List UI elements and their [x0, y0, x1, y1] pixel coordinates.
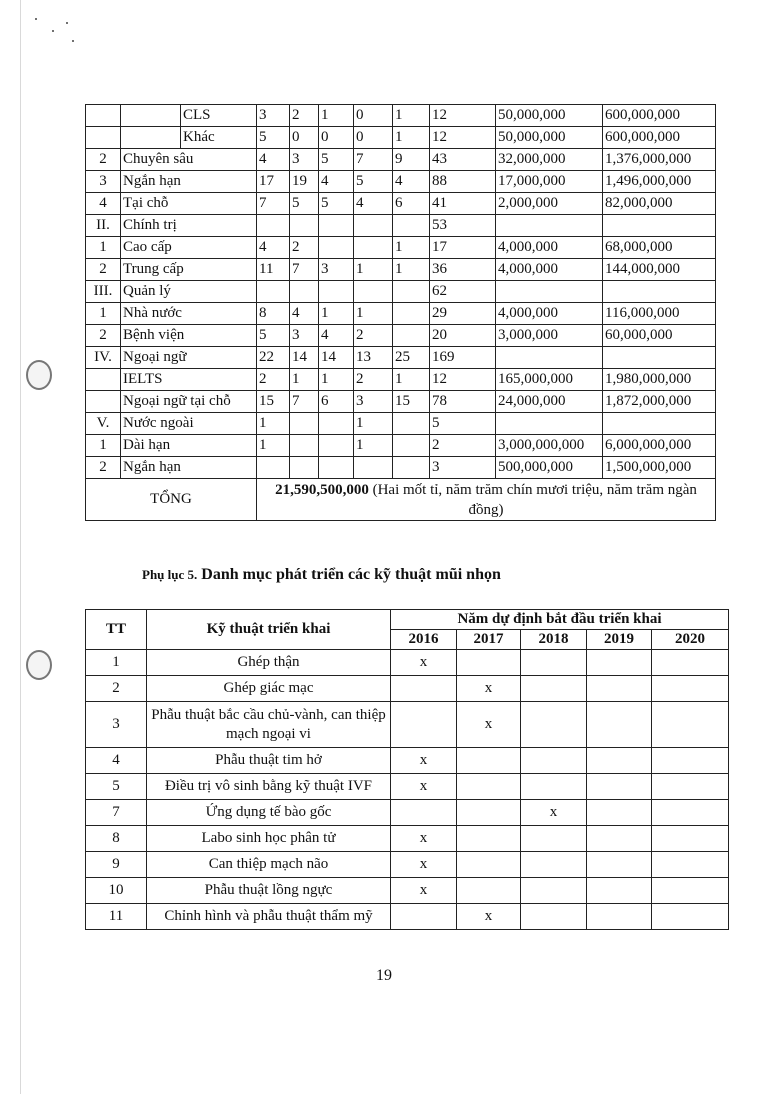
- year-mark: [587, 676, 652, 702]
- year-mark: [457, 748, 521, 774]
- budget-cell-count: 2: [290, 105, 319, 127]
- budget-cell-unit-cost: [496, 281, 603, 303]
- budget-cell-count: [319, 413, 354, 435]
- appendix-prefix: Phụ lục 5.: [142, 567, 198, 582]
- budget-cell-unit-cost: 3,000,000: [496, 325, 603, 347]
- year-mark: x: [391, 748, 457, 774]
- budget-cell-label: IELTS: [121, 369, 257, 391]
- budget-cell-unit-cost: 50,000,000: [496, 127, 603, 149]
- technique-row: [86, 748, 729, 774]
- technique-tt: 4: [86, 748, 147, 774]
- budget-cell-count: 4: [319, 325, 354, 347]
- year-mark: [457, 878, 521, 904]
- budget-cell-total: 1,376,000,000: [603, 149, 716, 171]
- technique-tt: 3: [86, 702, 147, 748]
- budget-cell-count: 0: [354, 105, 393, 127]
- budget-cell-count: 3: [290, 325, 319, 347]
- budget-cell-count: 7: [290, 259, 319, 281]
- budget-row: [86, 237, 716, 259]
- technique-name: Phẫu thuật tim hở: [147, 748, 391, 774]
- budget-cell-label: Chuyên sâu: [121, 149, 257, 171]
- budget-cell-unit-cost: 2,000,000: [496, 193, 603, 215]
- budget-cell-count: 1: [257, 413, 290, 435]
- budget-cell-count: 41: [430, 193, 496, 215]
- budget-cell-count: 1: [354, 413, 393, 435]
- col-header-year: 2017: [457, 630, 521, 650]
- budget-cell-count: 5: [354, 171, 393, 193]
- total-amount: 21,590,500,000: [275, 481, 369, 498]
- technique-row: [86, 878, 729, 904]
- budget-cell-count: 0: [354, 127, 393, 149]
- scan-speck: [66, 22, 68, 24]
- budget-cell-total: [603, 347, 716, 369]
- budget-cell-count: 53: [430, 215, 496, 237]
- budget-cell-total: 600,000,000: [603, 105, 716, 127]
- budget-cell-total: 1,496,000,000: [603, 171, 716, 193]
- technique-tt: 8: [86, 826, 147, 852]
- budget-cell-unit-cost: 4,000,000: [496, 303, 603, 325]
- technique-row: [86, 826, 729, 852]
- punch-hole-lower: [26, 650, 52, 680]
- budget-cell-total: [603, 281, 716, 303]
- budget-cell-label: Nhà nước: [121, 303, 257, 325]
- budget-cell-label: CLS: [181, 105, 257, 127]
- budget-row: [86, 303, 716, 325]
- budget-cell-total: [603, 215, 716, 237]
- budget-cell-total: 1,500,000,000: [603, 457, 716, 479]
- budget-row: [86, 391, 716, 413]
- budget-cell-total: 116,000,000: [603, 303, 716, 325]
- budget-cell-count: 7: [257, 193, 290, 215]
- budget-row: [86, 435, 716, 457]
- budget-cell-count: 4: [393, 171, 430, 193]
- budget-row: [86, 347, 716, 369]
- year-mark: [587, 800, 652, 826]
- budget-cell-count: 17: [257, 171, 290, 193]
- year-mark: [521, 702, 587, 748]
- budget-cell-count: [257, 215, 290, 237]
- page-edge-line: [20, 0, 21, 1094]
- budget-cell-unit-cost: 4,000,000: [496, 259, 603, 281]
- budget-cell-unit-cost: 50,000,000: [496, 105, 603, 127]
- budget-cell-count: 15: [393, 391, 430, 413]
- year-mark: [652, 800, 729, 826]
- budget-cell-count: 1: [354, 259, 393, 281]
- year-mark: [652, 904, 729, 930]
- budget-cell-count: 3: [430, 457, 496, 479]
- year-mark: x: [391, 826, 457, 852]
- technique-name: Can thiệp mạch não: [147, 852, 391, 878]
- col-header-year: 2016: [391, 630, 457, 650]
- technique-tt: 2: [86, 676, 147, 702]
- total-value: [257, 479, 716, 521]
- budget-cell-count: 13: [354, 347, 393, 369]
- col-header-year: 2019: [587, 630, 652, 650]
- budget-cell-count: 1: [257, 435, 290, 457]
- year-mark: [457, 650, 521, 676]
- budget-cell-no: 1: [86, 237, 121, 259]
- scan-speck: [35, 18, 37, 20]
- budget-cell-count: 1: [393, 369, 430, 391]
- budget-cell-no: 1: [86, 435, 121, 457]
- budget-cell-count: 5: [430, 413, 496, 435]
- budget-cell-count: [393, 457, 430, 479]
- year-mark: [652, 826, 729, 852]
- budget-cell-count: 12: [430, 369, 496, 391]
- year-mark: [457, 800, 521, 826]
- budget-cell-label: Khác: [181, 127, 257, 149]
- budget-row: [86, 325, 716, 347]
- budget-cell-unit-cost: [496, 413, 603, 435]
- technique-row: [86, 800, 729, 826]
- year-mark: [391, 904, 457, 930]
- budget-cell-no: 2: [86, 457, 121, 479]
- budget-row: [86, 457, 716, 479]
- technique-row: [86, 904, 729, 930]
- budget-cell-label: Ngoại ngữ: [121, 347, 257, 369]
- year-mark: [587, 748, 652, 774]
- budget-cell-count: 36: [430, 259, 496, 281]
- budget-cell-count: 4: [257, 149, 290, 171]
- budget-cell-no: [86, 391, 121, 413]
- year-mark: x: [391, 852, 457, 878]
- budget-cell-count: 8: [257, 303, 290, 325]
- budget-cell-total: 82,000,000: [603, 193, 716, 215]
- col-header-tt: TT: [86, 610, 147, 650]
- budget-cell-count: 11: [257, 259, 290, 281]
- budget-cell-unit-cost: 165,000,000: [496, 369, 603, 391]
- budget-cell-count: 2: [354, 325, 393, 347]
- budget-cell-count: 6: [319, 391, 354, 413]
- year-mark: [457, 774, 521, 800]
- budget-cell-unit-cost: 24,000,000: [496, 391, 603, 413]
- budget-cell-count: [354, 237, 393, 259]
- budget-cell-no: 3: [86, 171, 121, 193]
- budget-cell-count: 14: [319, 347, 354, 369]
- budget-cell-count: 3: [354, 391, 393, 413]
- budget-cell-count: 169: [430, 347, 496, 369]
- budget-cell-label: Bệnh viện: [121, 325, 257, 347]
- budget-cell-count: 1: [354, 303, 393, 325]
- budget-cell-label: Cao cấp: [121, 237, 257, 259]
- punch-hole-upper: [26, 360, 52, 390]
- year-mark: [652, 774, 729, 800]
- year-mark: [391, 800, 457, 826]
- year-mark: [521, 748, 587, 774]
- budget-cell-unit-cost: 32,000,000: [496, 149, 603, 171]
- technique-tt: 5: [86, 774, 147, 800]
- budget-cell-count: [393, 303, 430, 325]
- year-mark: [652, 852, 729, 878]
- budget-cell-count: 17: [430, 237, 496, 259]
- budget-cell-label: Dài hạn: [121, 435, 257, 457]
- year-mark: [652, 676, 729, 702]
- budget-cell-no: 2: [86, 259, 121, 281]
- budget-cell-empty: [121, 127, 181, 149]
- year-mark: [652, 702, 729, 748]
- technique-row: [86, 702, 729, 748]
- technique-name: Chỉnh hình và phẫu thuật thẩm mỹ: [147, 904, 391, 930]
- budget-cell-count: 88: [430, 171, 496, 193]
- budget-cell-count: 1: [319, 105, 354, 127]
- budget-cell-count: 1: [354, 435, 393, 457]
- budget-cell-count: 3: [319, 259, 354, 281]
- budget-cell-unit-cost: 17,000,000: [496, 171, 603, 193]
- budget-cell-empty: [121, 105, 181, 127]
- budget-cell-count: [290, 457, 319, 479]
- budget-row: [86, 215, 716, 237]
- budget-cell-no: III.: [86, 281, 121, 303]
- budget-cell-unit-cost: 3,000,000,000: [496, 435, 603, 457]
- year-mark: x: [391, 774, 457, 800]
- technique-tt: 11: [86, 904, 147, 930]
- budget-cell-count: [393, 413, 430, 435]
- budget-cell-no: 2: [86, 149, 121, 171]
- technique-name: Ứng dụng tế bào gốc: [147, 800, 391, 826]
- budget-cell-total: [603, 413, 716, 435]
- technique-row: [86, 650, 729, 676]
- year-mark: x: [391, 878, 457, 904]
- budget-cell-count: 2: [257, 369, 290, 391]
- year-mark: [521, 826, 587, 852]
- year-mark: [587, 878, 652, 904]
- year-mark: x: [457, 676, 521, 702]
- budget-cell-total: 144,000,000: [603, 259, 716, 281]
- budget-cell-label: Ngắn hạn: [121, 457, 257, 479]
- budget-row: [86, 259, 716, 281]
- budget-cell-no: 1: [86, 303, 121, 325]
- budget-cell-count: 2: [354, 369, 393, 391]
- budget-cell-count: 6: [393, 193, 430, 215]
- budget-cell-no: IV.: [86, 347, 121, 369]
- budget-row: [86, 171, 716, 193]
- col-header-year: 2020: [652, 630, 729, 650]
- total-in-words: (Hai mốt tỉ, năm trăm chín mươi triệu, năm trăm ngàn đồng): [372, 481, 697, 518]
- col-header-technique: Kỹ thuật triển khai: [147, 610, 391, 650]
- budget-cell-count: 3: [290, 149, 319, 171]
- budget-cell-count: 4: [319, 171, 354, 193]
- budget-cell-count: [290, 281, 319, 303]
- budget-row: [86, 281, 716, 303]
- total-label: TỔNG: [86, 479, 257, 521]
- budget-cell-count: 22: [257, 347, 290, 369]
- budget-cell-count: 1: [393, 259, 430, 281]
- year-mark: [391, 676, 457, 702]
- year-mark: x: [457, 904, 521, 930]
- techniques-table: [85, 609, 729, 930]
- year-mark: [457, 826, 521, 852]
- budget-cell-count: 2: [290, 237, 319, 259]
- appendix-heading: [142, 566, 501, 584]
- budget-row: [86, 105, 716, 127]
- budget-cell-count: [393, 435, 430, 457]
- budget-cell-count: 4: [290, 303, 319, 325]
- technique-tt: 9: [86, 852, 147, 878]
- budget-cell-count: [319, 281, 354, 303]
- budget-cell-count: 15: [257, 391, 290, 413]
- budget-cell-count: 25: [393, 347, 430, 369]
- budget-cell-total: 1,980,000,000: [603, 369, 716, 391]
- budget-cell-count: 7: [354, 149, 393, 171]
- year-mark: x: [457, 702, 521, 748]
- budget-cell-no: V.: [86, 413, 121, 435]
- budget-cell-count: 19: [290, 171, 319, 193]
- year-mark: [521, 774, 587, 800]
- year-mark: [587, 904, 652, 930]
- technique-name: Phẫu thuật bắc cầu chủ-vành, can thiệp mạch ngoại vi: [147, 702, 391, 748]
- col-header-year: 2018: [521, 630, 587, 650]
- budget-total-row: [86, 479, 716, 521]
- budget-cell-no: 2: [86, 325, 121, 347]
- budget-cell-count: [393, 325, 430, 347]
- budget-cell-count: [393, 281, 430, 303]
- budget-cell-unit-cost: 4,000,000: [496, 237, 603, 259]
- budget-cell-count: [354, 457, 393, 479]
- budget-row: [86, 193, 716, 215]
- budget-row: [86, 149, 716, 171]
- budget-cell-total: 6,000,000,000: [603, 435, 716, 457]
- year-mark: [652, 748, 729, 774]
- year-mark: [521, 878, 587, 904]
- training-budget-table: [85, 104, 716, 521]
- budget-cell-count: 1: [290, 369, 319, 391]
- year-mark: [521, 852, 587, 878]
- budget-cell-label: Chính trị: [121, 215, 257, 237]
- year-mark: [587, 650, 652, 676]
- technique-name: Ghép giác mạc: [147, 676, 391, 702]
- year-mark: [587, 852, 652, 878]
- budget-cell-unit-cost: [496, 347, 603, 369]
- technique-row: [86, 676, 729, 702]
- year-mark: [521, 650, 587, 676]
- budget-cell-unit-cost: 500,000,000: [496, 457, 603, 479]
- budget-cell-count: 5: [257, 127, 290, 149]
- budget-cell-no: [86, 369, 121, 391]
- technique-tt: 7: [86, 800, 147, 826]
- budget-cell-count: 5: [319, 149, 354, 171]
- year-mark: [457, 852, 521, 878]
- year-mark: [652, 650, 729, 676]
- budget-row: [86, 127, 716, 149]
- budget-cell-empty: [86, 105, 121, 127]
- year-mark: x: [391, 650, 457, 676]
- budget-cell-label: Trung cấp: [121, 259, 257, 281]
- page-number: 19: [376, 967, 392, 984]
- budget-cell-count: 1: [393, 105, 430, 127]
- budget-cell-count: 78: [430, 391, 496, 413]
- year-mark: [521, 904, 587, 930]
- technique-name: Ghép thận: [147, 650, 391, 676]
- budget-cell-count: 1: [393, 237, 430, 259]
- budget-row: [86, 369, 716, 391]
- technique-row: [86, 852, 729, 878]
- budget-cell-label: Tại chỗ: [121, 193, 257, 215]
- scan-speck: [72, 40, 74, 42]
- year-mark: [521, 676, 587, 702]
- budget-cell-count: [257, 281, 290, 303]
- budget-cell-count: 5: [257, 325, 290, 347]
- technique-name: Điều trị vô sinh bằng kỹ thuật IVF: [147, 774, 391, 800]
- budget-cell-count: [319, 435, 354, 457]
- budget-cell-count: 5: [290, 193, 319, 215]
- budget-cell-count: 20: [430, 325, 496, 347]
- budget-cell-count: 0: [319, 127, 354, 149]
- technique-name: Phẫu thuật lồng ngực: [147, 878, 391, 904]
- budget-cell-count: 12: [430, 127, 496, 149]
- budget-cell-count: [319, 215, 354, 237]
- budget-cell-count: 3: [257, 105, 290, 127]
- technique-tt: 1: [86, 650, 147, 676]
- budget-cell-total: 600,000,000: [603, 127, 716, 149]
- scan-speck: [52, 30, 54, 32]
- budget-cell-label: Quản lý: [121, 281, 257, 303]
- budget-cell-unit-cost: [496, 215, 603, 237]
- year-mark: [587, 826, 652, 852]
- budget-cell-count: 1: [393, 127, 430, 149]
- budget-cell-count: 14: [290, 347, 319, 369]
- budget-cell-count: [354, 215, 393, 237]
- budget-cell-count: [319, 237, 354, 259]
- budget-cell-count: 5: [319, 193, 354, 215]
- budget-cell-total: 68,000,000: [603, 237, 716, 259]
- budget-cell-empty: [86, 127, 121, 149]
- budget-cell-count: 43: [430, 149, 496, 171]
- budget-cell-count: 7: [290, 391, 319, 413]
- year-mark: x: [521, 800, 587, 826]
- budget-cell-count: 1: [319, 369, 354, 391]
- budget-cell-label: Nước ngoài: [121, 413, 257, 435]
- budget-cell-count: 1: [319, 303, 354, 325]
- technique-row: [86, 774, 729, 800]
- budget-cell-count: 0: [290, 127, 319, 149]
- budget-cell-count: 29: [430, 303, 496, 325]
- technique-tt: 10: [86, 878, 147, 904]
- budget-cell-count: [290, 435, 319, 457]
- budget-cell-count: [393, 215, 430, 237]
- budget-cell-no: 4: [86, 193, 121, 215]
- col-header-planned-year: Năm dự định bắt đầu triển khai: [391, 610, 729, 630]
- budget-cell-count: 2: [430, 435, 496, 457]
- year-mark: [652, 878, 729, 904]
- budget-cell-label: Ngoại ngữ tại chỗ: [121, 391, 257, 413]
- budget-cell-count: [319, 457, 354, 479]
- year-mark: [391, 702, 457, 748]
- budget-cell-count: 62: [430, 281, 496, 303]
- budget-cell-count: 12: [430, 105, 496, 127]
- budget-cell-count: 4: [257, 237, 290, 259]
- year-mark: [587, 702, 652, 748]
- technique-name: Labo sinh học phân tử: [147, 826, 391, 852]
- budget-cell-count: 4: [354, 193, 393, 215]
- budget-cell-count: [290, 413, 319, 435]
- budget-cell-total: 1,872,000,000: [603, 391, 716, 413]
- budget-cell-total: 60,000,000: [603, 325, 716, 347]
- budget-row: [86, 413, 716, 435]
- appendix-title: Danh mục phát triển các kỹ thuật mũi nhọn: [201, 566, 501, 583]
- budget-cell-no: II.: [86, 215, 121, 237]
- budget-cell-count: [257, 457, 290, 479]
- budget-cell-count: [290, 215, 319, 237]
- year-mark: [587, 774, 652, 800]
- budget-cell-label: Ngắn hạn: [121, 171, 257, 193]
- budget-cell-count: 9: [393, 149, 430, 171]
- budget-cell-count: [354, 281, 393, 303]
